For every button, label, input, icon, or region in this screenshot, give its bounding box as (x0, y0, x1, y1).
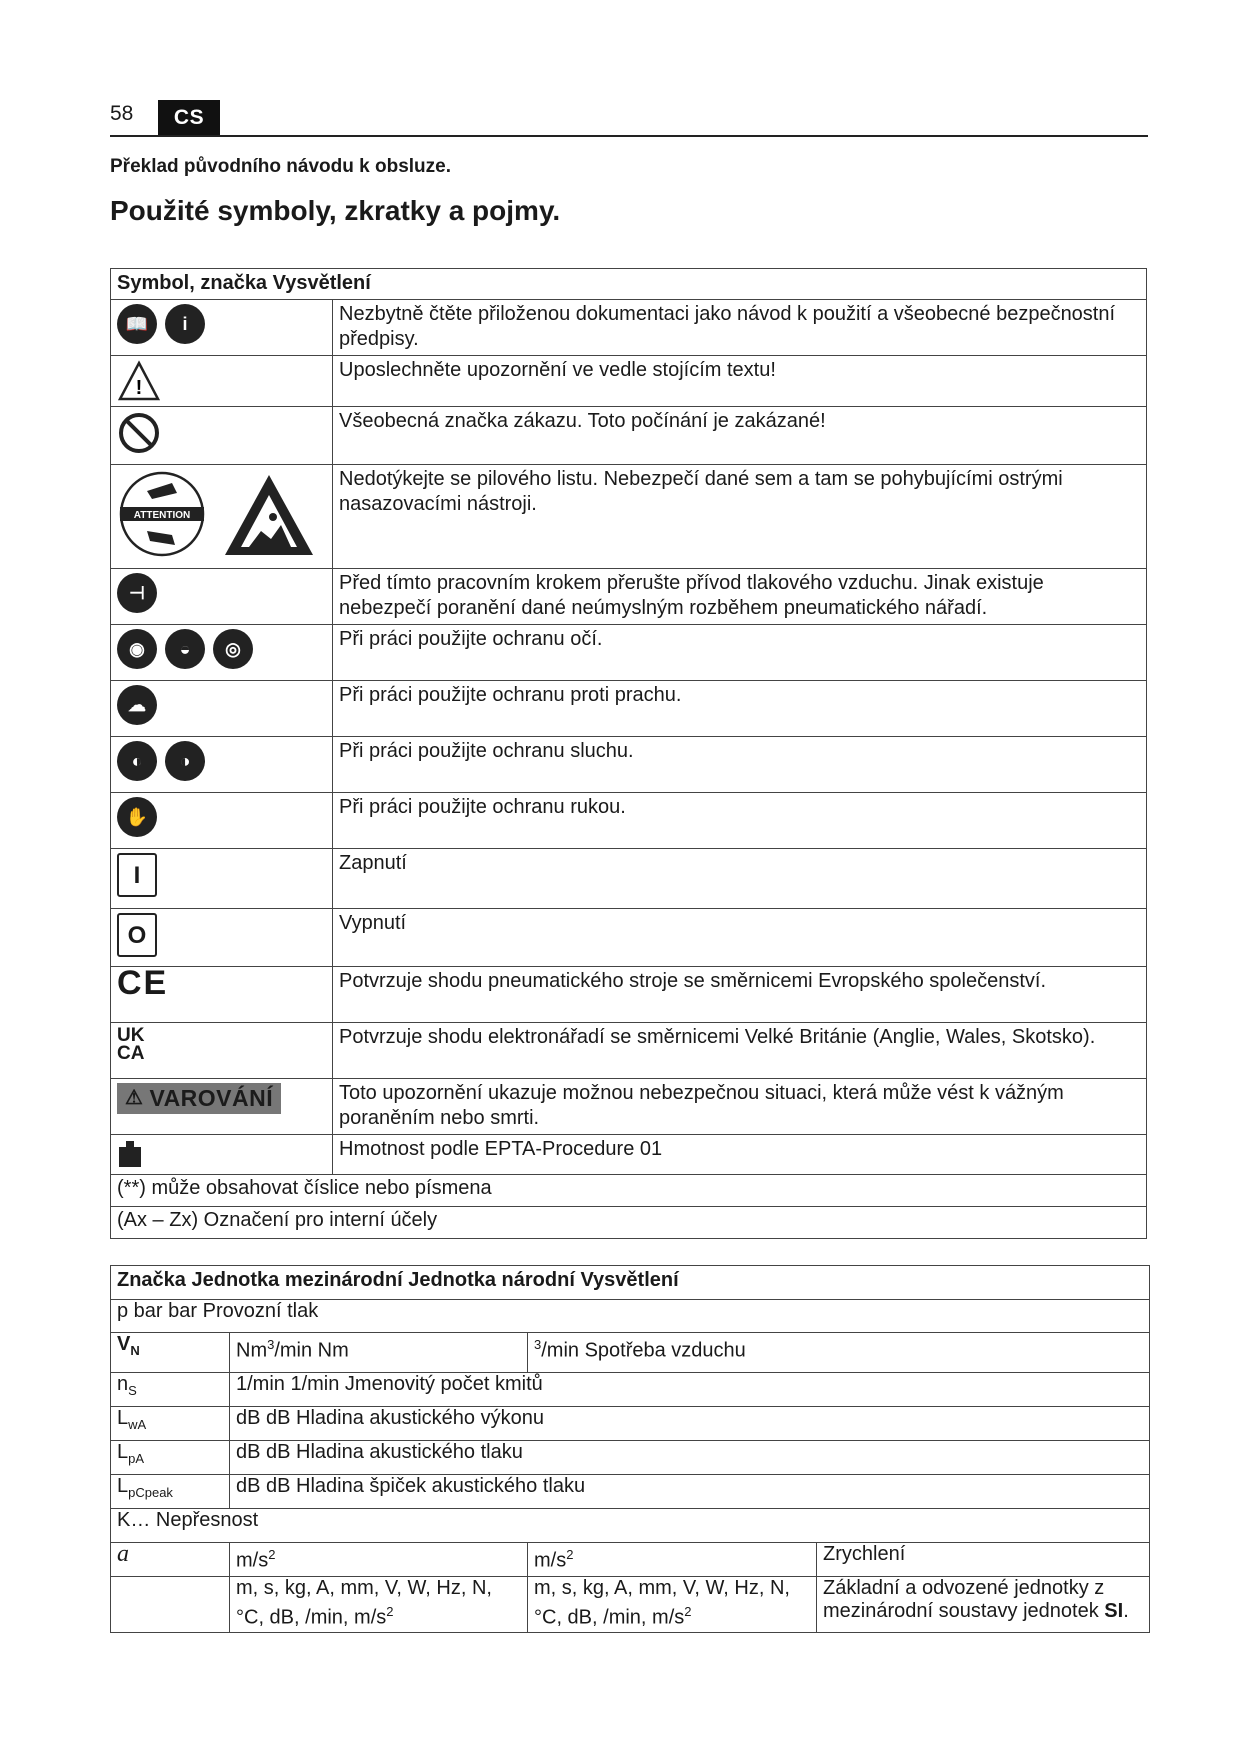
footnote-text: (**) může obsahovat číslice nebo písmena (111, 1175, 1147, 1207)
table-row (111, 1023, 1147, 1079)
table-row (111, 1207, 1147, 1239)
unit-national: m, s, kg, A, mm, V, W, Hz, N, °C, dB, /min, $m/s^2$ (528, 1577, 817, 1633)
unit-row-text: dB dB Hladina akustického tlaku (230, 1441, 1150, 1475)
table-row (111, 909, 1147, 967)
symbol-description: Při práci použijte ochranu sluchu. (333, 737, 1147, 793)
attention-label: ATTENTION (133, 510, 191, 521)
table-row (111, 1543, 1150, 1577)
table-row (111, 1079, 1147, 1135)
symbol-description: Hmotnost podle EPTA-Procedure 01 (333, 1135, 1147, 1175)
table-row (111, 681, 1147, 737)
sharp-tool-warning-icon (221, 469, 317, 559)
table-row (111, 737, 1147, 793)
table-row (111, 1175, 1147, 1207)
switch-on-icon: I (117, 853, 157, 897)
symbol-description: Toto upozornění ukazuje možnou nebezpečnou situaci, která může vést k vážným poraněním nebo smrti. (333, 1079, 1147, 1135)
table-row (111, 1373, 1150, 1407)
face-shield-icon: ◒ (165, 629, 205, 669)
table-row (111, 1300, 1150, 1333)
attention-blade-icon (117, 469, 207, 559)
unit-explanation: Základní a odvozené jednotky z mezinárodní soustavy jednotek SI. (817, 1577, 1150, 1633)
gloves-icon: ✋ (117, 797, 157, 837)
table-row (111, 1407, 1150, 1441)
dust-mask-icon: ☁ (117, 685, 157, 725)
footnote-text: (Ax – Zx) Označení pro interní účely (111, 1207, 1147, 1239)
prohibition-icon (117, 411, 161, 455)
symbol-description: Všeobecná značka zákazu. Toto počínání je zakázané! (333, 407, 1147, 465)
table-row (111, 1333, 1150, 1373)
ukca-mark-icon: UK CA (117, 1025, 145, 1064)
symbol-description: Uposlechněte upozornění ve vedle stojícím textu! (333, 356, 1147, 407)
table-row (111, 465, 1147, 569)
unit-row-text: dB dB Hladina špiček akustického tlaku (230, 1475, 1150, 1509)
symbol-description: Nezbytně čtěte přiloženou dokumentaci jako návod k použití a všeobecné bezpečnostní předpisy. (333, 300, 1147, 356)
symbol-description: Při práci použijte ochranu rukou. (333, 793, 1147, 849)
table-row (111, 569, 1147, 625)
ear-muffs-icon: ◐ (117, 741, 157, 781)
unit-international: Nm$^3$/min Nm (230, 1333, 528, 1373)
read-manual-icon: 📖 (117, 304, 157, 344)
unit-row-text: 1/min 1/min Jmenovitý počet kmitů (230, 1373, 1150, 1407)
unit-symbol: $n_S$ (111, 1373, 230, 1407)
table-row (111, 967, 1147, 1023)
safety-glasses-icon: ◉ (117, 629, 157, 669)
table-row (111, 1475, 1150, 1509)
symbols-table-header: Symbol, značka Vysvětlení (111, 269, 1147, 300)
table-row (111, 1441, 1150, 1475)
unit-row-text: p bar bar Provozní tlak (111, 1300, 1150, 1333)
unit-row-text: dB dB Hladina akustického výkonu (230, 1407, 1150, 1441)
unit-symbol: $L_{pCpeak}$ (111, 1475, 230, 1509)
symbol-description: Potvrzuje shodu pneumatického stroje se směrnicemi Evropského společenství. (333, 967, 1147, 1023)
goggles-icon: ◎ (213, 629, 253, 669)
units-table (110, 1265, 1150, 1633)
warning-banner-icon: ⚠ VAROVÁNÍ (117, 1083, 281, 1114)
unit-national: $m/s^2$ (528, 1543, 817, 1577)
symbol-description: Při práci použijte ochranu očí. (333, 625, 1147, 681)
table-row (111, 1577, 1150, 1633)
table-row (111, 300, 1147, 356)
disconnect-air-icon: ⊣ (117, 573, 157, 613)
page-number: 58 (110, 102, 134, 125)
unit-international: $m/s^2$ (230, 1543, 528, 1577)
unit-symbol: $V_N$ (111, 1333, 230, 1373)
unit-international: m, s, kg, A, mm, V, W, Hz, N, °C, dB, /min, $m/s^2$ (230, 1577, 528, 1633)
language-badge: CS (158, 100, 220, 136)
warning-triangle-icon (117, 360, 161, 402)
info-book-icon: i (165, 304, 205, 344)
unit-symbol: $L_{wA}$ (111, 1407, 230, 1441)
unit-symbol (111, 1577, 230, 1633)
table-row (111, 1135, 1147, 1175)
units-table-header: Značka Jednotka mezinárodní Jednotka národní Vysvětlení (111, 1266, 1150, 1300)
ear-plugs-icon: ◑ (165, 741, 205, 781)
symbol-description: Vypnutí (333, 909, 1147, 967)
ce-mark-icon: CE (117, 966, 169, 1002)
symbol-description: Nedotýkejte se pilového listu. Nebezpečí dané sem a tam se pohybujícími ostrými nasazovacími nástroji. (333, 465, 1147, 569)
unit-row-text: K… Nepřesnost (111, 1509, 1150, 1543)
table-row (111, 849, 1147, 909)
weight-icon (117, 1139, 143, 1169)
document-subtitle: Překlad původního návodu k obsluze. (110, 156, 451, 177)
symbol-description: Zapnutí (333, 849, 1147, 909)
switch-off-icon: O (117, 913, 157, 957)
unit-symbol: a (111, 1543, 230, 1577)
table-row (111, 793, 1147, 849)
table-row (111, 1509, 1150, 1543)
unit-national: $^3$/min Spotřeba vzduchu (528, 1333, 1150, 1373)
table-row (111, 356, 1147, 407)
symbol-description: Potvrzuje shodu elektronářadí se směrnicemi Velké Británie (Anglie, Wales, Skotsko). (333, 1023, 1147, 1079)
page-title: Použité symboly, zkratky a pojmy. (110, 195, 561, 226)
symbol-description: Při práci použijte ochranu proti prachu. (333, 681, 1147, 737)
table-row (111, 625, 1147, 681)
svg-text:!: ! (135, 377, 143, 399)
table-row (111, 407, 1147, 465)
header-divider (110, 135, 1148, 137)
unit-explanation: Zrychlení (817, 1543, 1150, 1577)
symbols-table (110, 268, 1147, 1239)
unit-symbol: $L_{pA}$ (111, 1441, 230, 1475)
symbol-description: Před tímto pracovním krokem přerušte přívod tlakového vzduchu. Jinak existuje nebezpečí poranění dané neúmyslným rozběhem pneumatického nářadí. (333, 569, 1147, 625)
